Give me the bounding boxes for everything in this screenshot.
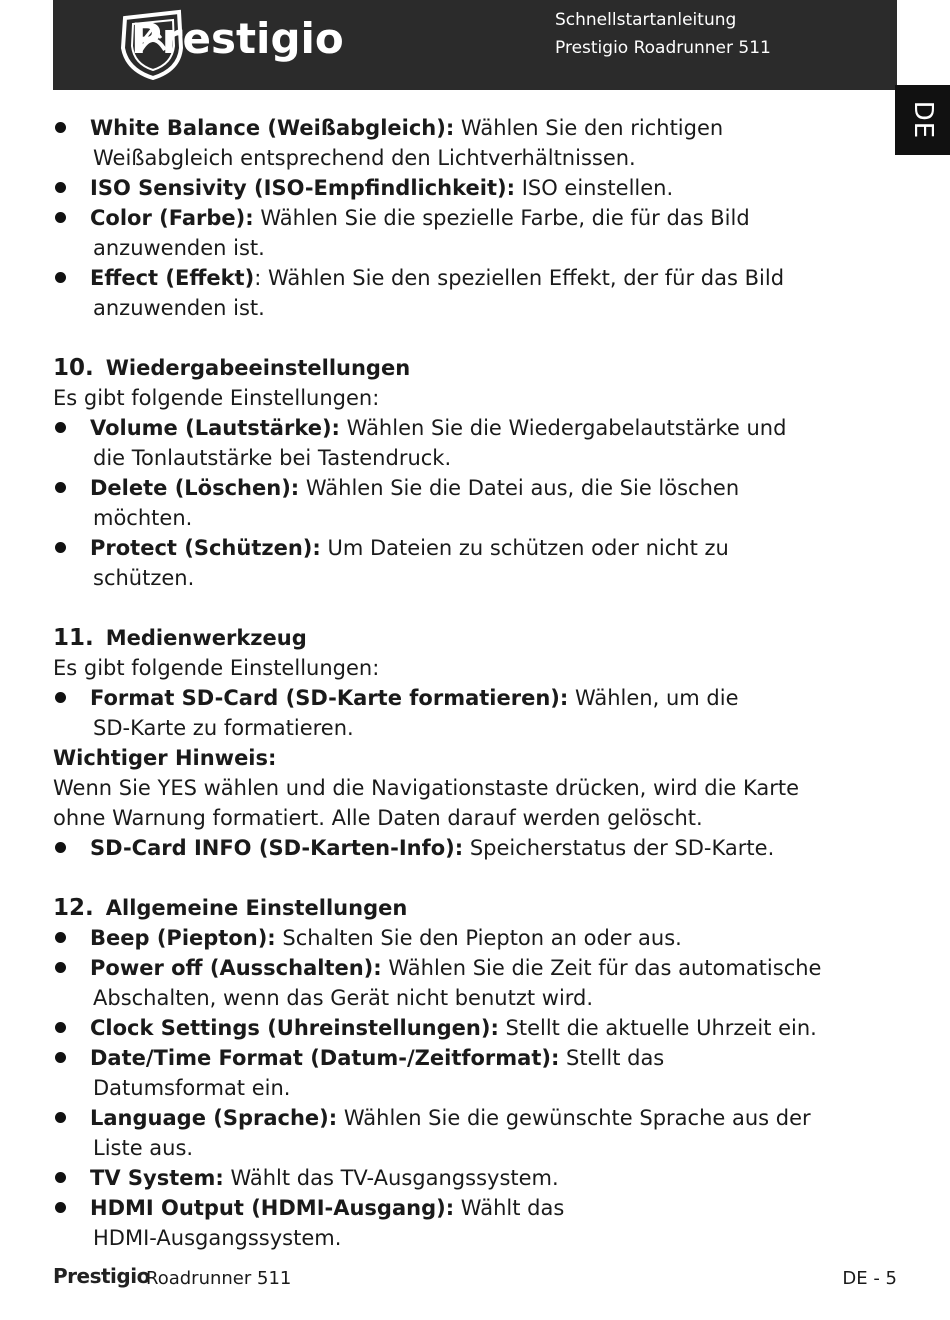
- item-text: Wählen Sie die Zeit für das automatische: [381, 956, 822, 980]
- item-label: Date/Time Format (Datum-/Zeitformat):: [90, 1046, 560, 1070]
- item-label: Volume (Lautstärke):: [90, 416, 340, 440]
- list-item: [53, 1193, 883, 1253]
- list-item: [53, 473, 883, 533]
- note-line: ohne Warnung formatiert. Alle Daten darauf werden gelöscht.: [53, 806, 703, 830]
- list-item: [53, 1043, 883, 1103]
- section-title: Medienwerkzeug: [105, 626, 307, 650]
- item-text: Wählen Sie den richtigen: [454, 116, 724, 140]
- product-name: Prestigio Roadrunner 511: [555, 38, 771, 58]
- section-number: 12.: [53, 895, 94, 921]
- page-number: DE - 5: [842, 1268, 897, 1289]
- item-text: Schalten Sie den Piepton an oder aus.: [275, 926, 682, 950]
- section-heading-12: [53, 893, 883, 923]
- item-continuation: Weißabgleich entsprechend den Lichtverhältnissen.: [93, 146, 636, 170]
- item-continuation: Liste aus.: [93, 1136, 194, 1160]
- list-item: [53, 1163, 883, 1193]
- item-label: ISO Sensivity (ISO-Empfindlichkeit):: [90, 176, 516, 200]
- page-footer: [53, 1264, 897, 1294]
- page-content: [53, 113, 883, 1253]
- section-heading-11: [53, 623, 883, 653]
- list-item: [53, 1013, 883, 1043]
- item-text: Wählt das: [454, 1196, 565, 1220]
- item-label: Power off (Ausschalten):: [90, 956, 382, 980]
- item-text: Stellt das: [559, 1046, 665, 1070]
- item-text: : Wählen Sie den speziellen Effekt, der für das Bild: [254, 266, 785, 290]
- item-text: Wählen, um die: [568, 686, 739, 710]
- section-number: 11.: [53, 625, 94, 651]
- list-item: [53, 533, 883, 593]
- list-item: [53, 413, 883, 473]
- item-label: HDMI Output (HDMI-Ausgang):: [90, 1196, 455, 1220]
- item-continuation: SD-Karte zu formatieren.: [93, 716, 354, 740]
- item-continuation: möchten.: [93, 506, 193, 530]
- item-label: Effect (Effekt): [90, 266, 255, 290]
- item-label: SD-Card INFO (SD-Karten-Info):: [90, 836, 464, 860]
- item-label: Beep (Piepton):: [90, 926, 276, 950]
- note-title: Wichtiger Hinweis:: [53, 746, 277, 770]
- section-number: 10.: [53, 355, 94, 381]
- list-item: [53, 683, 883, 743]
- item-label: Delete (Löschen):: [90, 476, 300, 500]
- item-text: Wählen Sie die spezielle Farbe, die für das Bild: [253, 206, 750, 230]
- item-label: Format SD-Card (SD-Karte formatieren):: [90, 686, 569, 710]
- header-brand: Prestigio: [131, 14, 344, 63]
- section-heading-10: [53, 353, 883, 383]
- list-item: [53, 953, 883, 1013]
- item-text: Um Dateien zu schützen oder nicht zu: [320, 536, 729, 560]
- section-intro: Es gibt folgende Einstellungen:: [53, 656, 380, 680]
- list-item: [53, 1103, 883, 1163]
- list-item: [53, 173, 883, 203]
- footer-model: Roadrunner 511: [146, 1268, 292, 1289]
- section-title: Allgemeine Einstellungen: [105, 896, 408, 920]
- item-label: TV System:: [90, 1166, 224, 1190]
- list-item: [53, 113, 883, 173]
- list-item: [53, 263, 883, 323]
- item-text: Stellt die aktuelle Uhrzeit ein.: [498, 1016, 817, 1040]
- item-text: Wählen Sie die gewünschte Sprache aus der: [337, 1106, 811, 1130]
- header-info: [555, 6, 771, 62]
- item-label: Language (Sprache):: [90, 1106, 338, 1130]
- doc-title: Schnellstartanleitung: [555, 10, 737, 30]
- item-label: Clock Settings (Uhreinstellungen):: [90, 1016, 499, 1040]
- note-line: Wenn Sie YES wählen und die Navigationstaste drücken, wird die Karte: [53, 776, 800, 800]
- item-text: Wählen Sie die Wiedergabelautstärke und: [339, 416, 787, 440]
- list-item: [53, 833, 883, 863]
- item-label: White Balance (Weißabgleich):: [90, 116, 455, 140]
- item-label: Color (Farbe):: [90, 206, 254, 230]
- list-item: [53, 923, 883, 953]
- item-continuation: schützen.: [93, 566, 195, 590]
- list-item: [53, 203, 883, 263]
- item-continuation: die Tonlautstärke bei Tastendruck.: [93, 446, 452, 470]
- language-tab-label: DE: [907, 100, 938, 140]
- item-continuation: HDMI-Ausgangssystem.: [93, 1226, 342, 1250]
- item-continuation: anzuwenden ist.: [93, 236, 265, 260]
- item-text: Speicherstatus der SD-Karte.: [463, 836, 775, 860]
- footer-brand: Prestigio: [53, 1264, 150, 1288]
- item-text: ISO einstellen.: [515, 176, 674, 200]
- item-continuation: anzuwenden ist.: [93, 296, 265, 320]
- language-tab: [895, 85, 950, 155]
- section-intro: Es gibt folgende Einstellungen:: [53, 386, 380, 410]
- item-text: Wählen Sie die Datei aus, die Sie löschen: [299, 476, 740, 500]
- item-continuation: Datumsformat ein.: [93, 1076, 291, 1100]
- page-header: [53, 0, 897, 90]
- item-label: Protect (Schützen):: [90, 536, 321, 560]
- item-text: Wählt das TV-Ausgangssystem.: [223, 1166, 559, 1190]
- item-continuation: Abschalten, wenn das Gerät nicht benutzt wird.: [93, 986, 594, 1010]
- section-title: Wiedergabeeinstellungen: [105, 356, 411, 380]
